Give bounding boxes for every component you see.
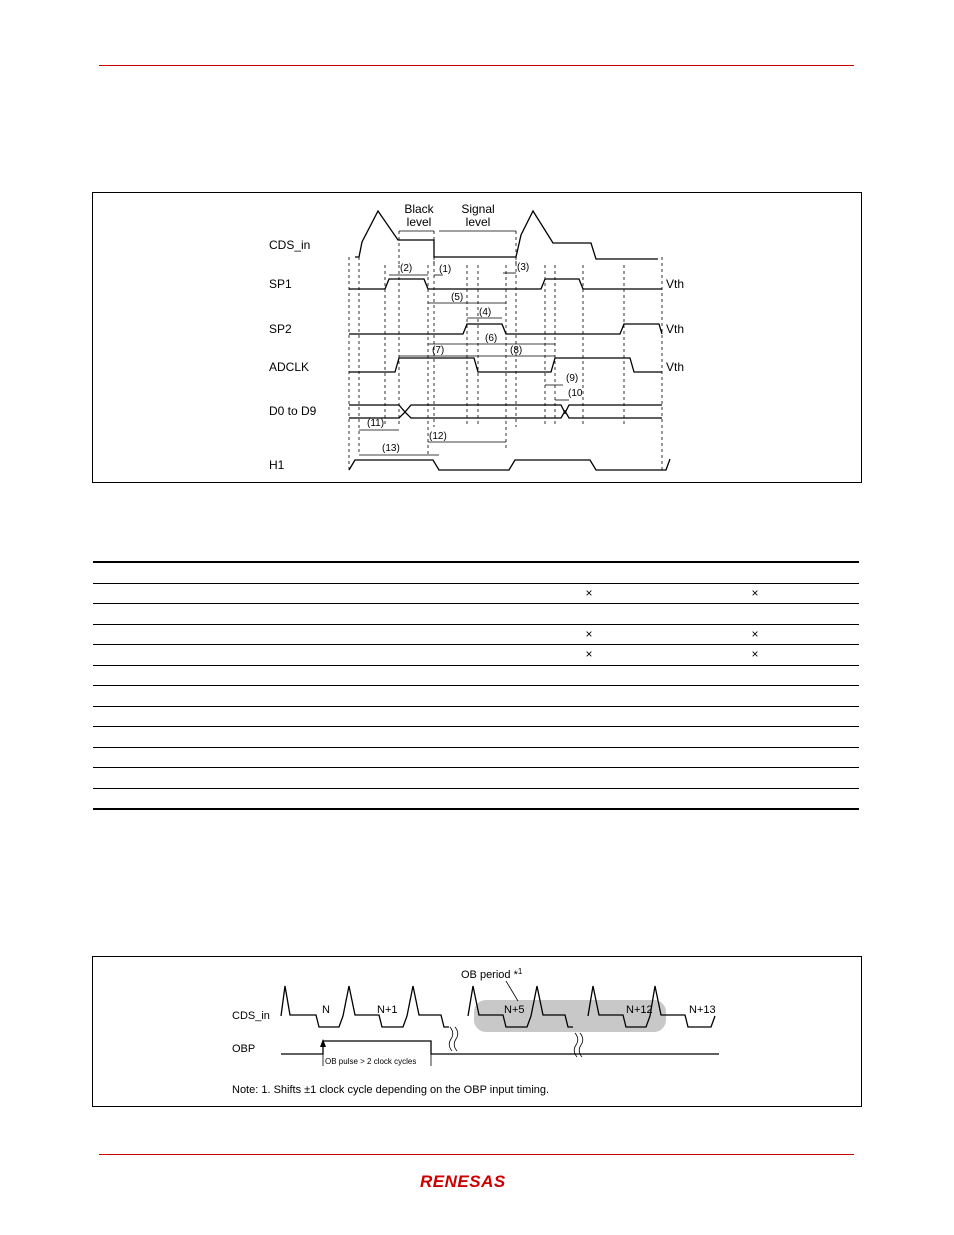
table-row	[93, 727, 859, 748]
ob-period-label: OB period *$^1$	[461, 967, 523, 981]
adclk-waveform	[349, 358, 662, 372]
n5-label: N+5	[504, 1004, 525, 1016]
h1-label: H1	[269, 458, 285, 472]
sp2-waveform	[349, 324, 662, 334]
timing-diagram	[93, 193, 861, 482]
n1-label: N+1	[377, 1004, 398, 1016]
header-rule	[99, 65, 854, 66]
cds-in-label: CDS_in	[269, 238, 311, 252]
n12-label: N+12	[626, 1004, 653, 1016]
black-level-label-2: level	[406, 215, 432, 229]
cds-in-label: CDS_in	[232, 1010, 270, 1022]
table-row	[93, 707, 859, 728]
timing-label-9: (9)	[566, 373, 579, 384]
sp2-label: SP2	[269, 322, 292, 336]
adclk-label: ADCLK	[269, 360, 310, 374]
obp-label: OBP	[232, 1043, 256, 1055]
timing-label-5: (5)	[451, 292, 464, 303]
signal-level-label-1: Signal	[461, 202, 495, 216]
timing-label-4: (4)	[479, 307, 492, 318]
timing-label-13: (13)	[382, 443, 400, 454]
obp-waveform	[281, 1041, 719, 1054]
timing-table	[93, 561, 859, 810]
ob-period-figure	[92, 956, 862, 1107]
timing-diagram-figure	[92, 192, 862, 483]
d0-d9-label: D0 to D9	[269, 404, 317, 418]
n-label: N	[322, 1004, 330, 1016]
h1-waveform	[349, 459, 670, 470]
renesas-logo: RENESAS	[420, 1172, 506, 1191]
table-row: × ×	[93, 625, 859, 646]
timing-label-1: (1)	[439, 264, 452, 275]
footer-rule	[99, 1154, 854, 1155]
timing-label-7: (7)	[432, 345, 445, 356]
sp1-waveform	[349, 279, 662, 289]
sp1-label: SP1	[269, 277, 292, 291]
d0-d9-waveform-top	[349, 405, 662, 413]
note-text: Note: 1. Shifts ±1 clock cycle depending on the OBP input timing.	[232, 1084, 550, 1096]
n13-label: N+13	[689, 1004, 716, 1016]
adclk-vth-label: Vth	[666, 360, 685, 374]
d0-d9-waveform-bottom	[349, 411, 662, 418]
ob-period-diagram	[93, 957, 861, 1106]
timing-label-8: (8)	[510, 345, 523, 356]
timing-label-2: (2)	[400, 263, 413, 274]
timing-label-10: (10	[568, 388, 583, 399]
table-row	[93, 666, 859, 687]
timing-label-6: (6)	[485, 333, 498, 344]
table-row	[93, 748, 859, 769]
table-row	[93, 686, 859, 707]
ob-pulse-label: OB pulse > 2 clock cycles	[325, 1057, 417, 1066]
timing-label-3: (3)	[517, 262, 530, 273]
table-row	[93, 604, 859, 625]
timing-label-12: (12)	[429, 431, 447, 442]
table-row: × ×	[93, 645, 859, 666]
cds-in-waveform	[281, 986, 449, 1027]
table-row: × ×	[93, 584, 859, 605]
timing-label-11: (11)	[367, 418, 385, 429]
table-row	[93, 561, 859, 584]
signal-level-label-2: level	[465, 215, 491, 229]
table-row	[93, 768, 859, 789]
cds-in-waveform	[355, 211, 658, 259]
sp2-vth-label: Vth	[666, 322, 685, 336]
sp1-vth-label: Vth	[666, 277, 685, 291]
table-row	[93, 789, 859, 811]
black-level-label-1: Black	[404, 202, 434, 216]
